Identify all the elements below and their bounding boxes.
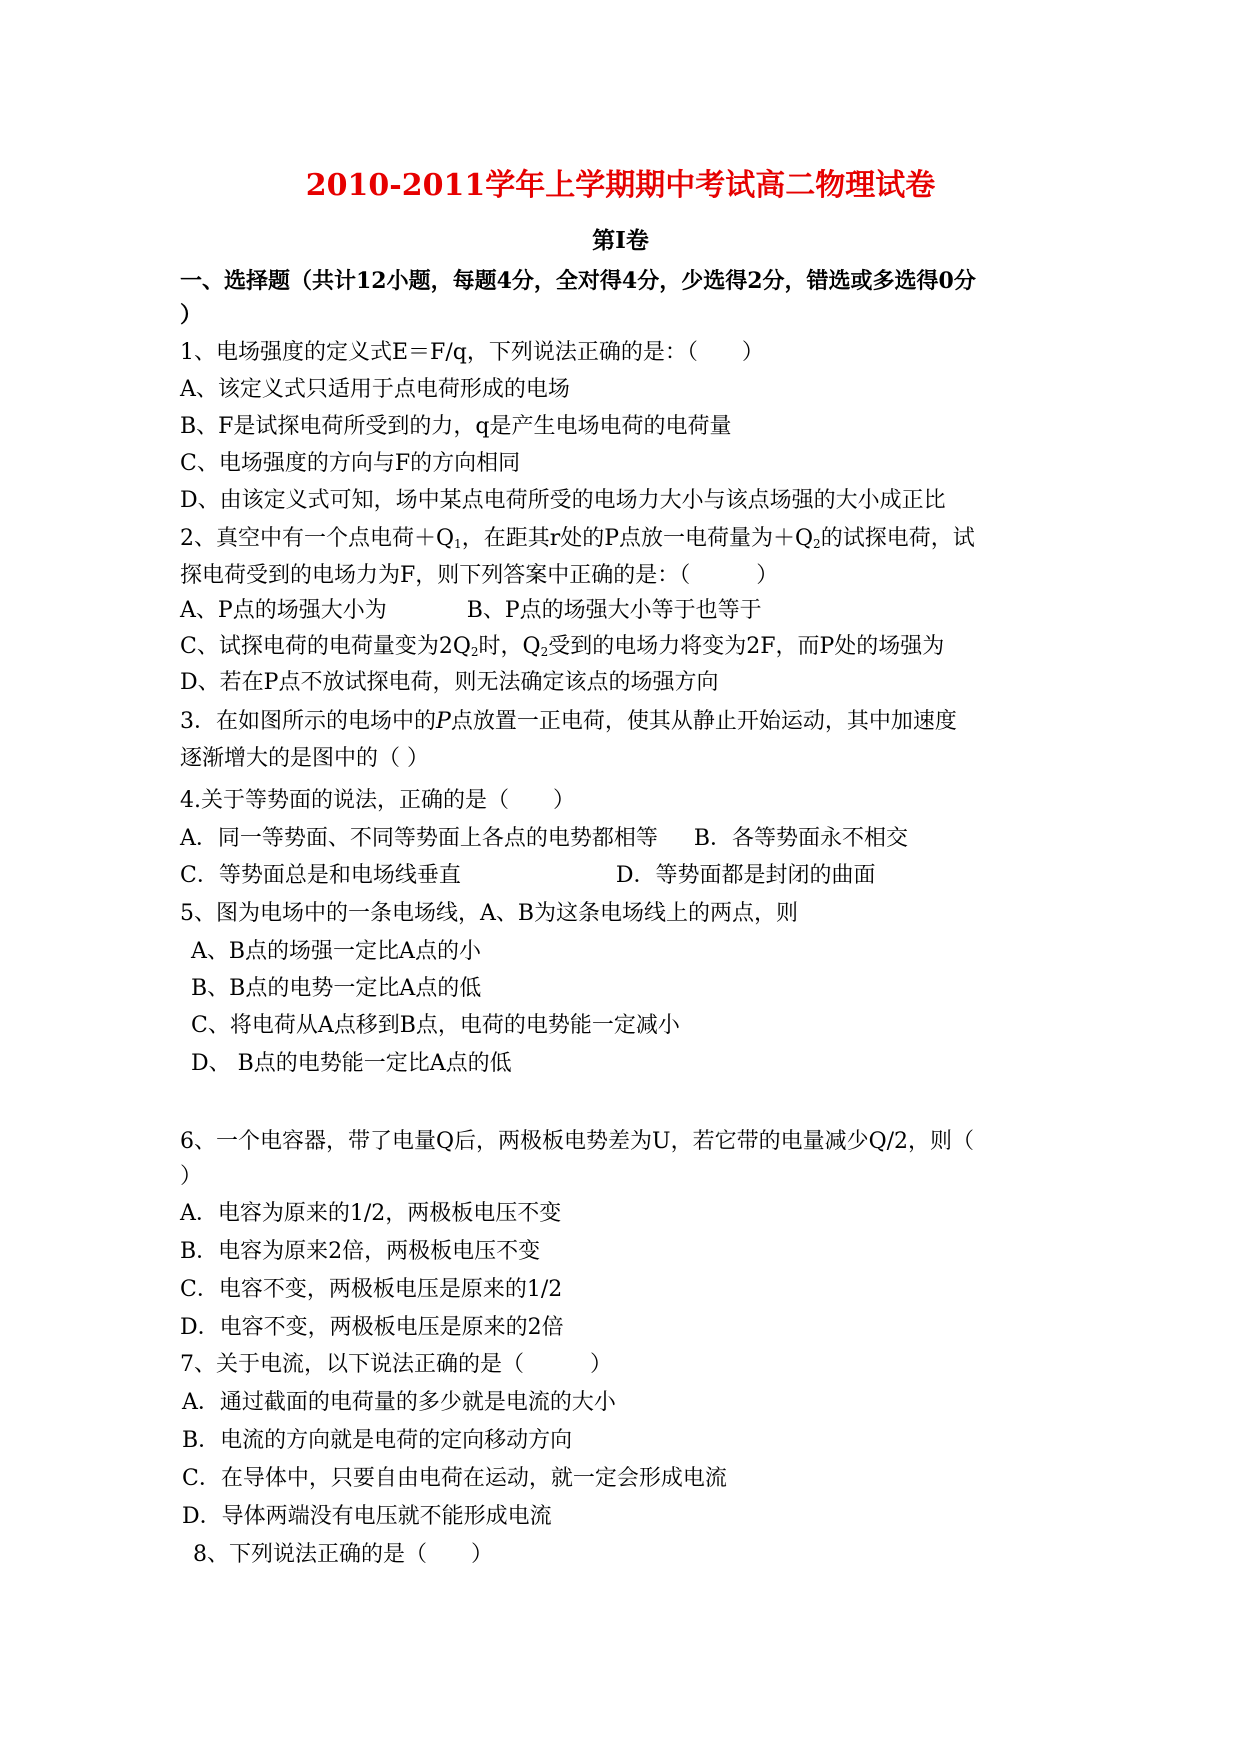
q1-option-b: B、F是试探电荷所受到的力，q是产生电场电荷的电荷量 (180, 414, 732, 439)
q3-stem-part1: 3．在如图所示的电场中的 (180, 709, 436, 734)
q1-option-d: D、由该定义式可知，场中某点电荷所受的电场力大小与该点场强的大小成正比 (180, 488, 946, 513)
q2-option-a: A、P点的场强大小为 (180, 598, 387, 623)
q6-option-c: C．电容不变，两极板电压是原来的1/2 (180, 1277, 563, 1302)
q2-option-d: D、若在P点不放试探电荷，则无法确定该点的场强方向 (180, 670, 719, 695)
q3-stem-line2: 逐渐增大的是图中的（ ） (180, 746, 429, 771)
q2-option-c-subscript-2: 2 (540, 645, 549, 659)
q2-options-ab (180, 596, 762, 626)
q5-option-a: A、B点的场强一定比A点的小 (191, 939, 481, 964)
q4-option-b: B．各等势面永不相交 (693, 826, 909, 851)
q6-stem-end: ） (180, 1164, 203, 1189)
section-heading: 一、选择题（共计12小题，每题4分，全对得4分，少选得2分，错选或多选得0分 (180, 268, 976, 294)
q4-options-cd (180, 861, 875, 891)
q2-stem-part2: ，在距其r处的P点放一电荷量为＋Q (461, 526, 814, 551)
q5-option-c: C、将电荷从A点移到B点，电荷的电势能一定减小 (191, 1013, 680, 1038)
q2-option-c-part1: C、试探电荷的电荷量变为2Q (180, 634, 471, 659)
q3-stem (180, 707, 957, 737)
q5-option-d: D、 B点的电势能一定比A点的低 (191, 1051, 512, 1076)
section-heading-end: ） (180, 302, 203, 328)
volume-heading: 第Ⅰ卷 (592, 227, 649, 254)
q2-subscript-1: 1 (454, 537, 462, 551)
q4-option-d: D．等势面都是封闭的曲面 (615, 863, 876, 888)
q4-stem: 4.关于等势面的说法，正确的是（ ） (180, 788, 575, 813)
q7-option-b: B．电流的方向就是电荷的定向移动方向 (182, 1428, 573, 1453)
q2-stem-part1: 2、真空中有一个点电荷＋Q (180, 526, 455, 551)
q6-option-a: A．电容为原来的1/2，两极板电压不变 (180, 1201, 562, 1226)
q1-option-a: A、该定义式只适用于点电荷形成的电场 (180, 377, 570, 402)
q2-subscript-2: 2 (813, 537, 821, 551)
q2-stem-line2: 探电荷受到的电场力为F，则下列答案中正确的是：（ ） (180, 563, 779, 588)
q2-option-c-part3: 受到的电场力将变为2F，而P处的场强为 (548, 634, 945, 659)
q7-option-a: A．通过截面的电荷量的多少就是电流的大小 (182, 1390, 616, 1415)
q2-option-c (180, 632, 944, 667)
q6-option-d: D．电容不变，两极板电压是原来的2倍 (180, 1315, 564, 1340)
q1-option-c: C、电场强度的方向与F的方向相同 (180, 451, 521, 476)
q2-stem (180, 524, 975, 559)
q4-option-c: C．等势面总是和电场线垂直 (180, 863, 461, 888)
q5-option-b: B、B点的电势一定比A点的低 (191, 976, 482, 1001)
q4-options-ab (180, 824, 908, 854)
q7-option-c: C．在导体中，只要自由电荷在运动，就一定会形成电流 (182, 1466, 727, 1491)
q3-stem-part2: 点放置一正电荷，使其从静止开始运动，其中加速度 (450, 709, 957, 734)
q6-option-b: B．电容为原来2倍，两极板电压不变 (180, 1239, 541, 1264)
q7-option-d: D．导体两端没有电压就不能形成电流 (182, 1504, 552, 1529)
q2-stem-part3: 的试探电荷，试 (820, 526, 975, 551)
q1-stem: 1、电场强度的定义式E＝F/q，下列说法正确的是：（ ） (180, 340, 764, 365)
q4-option-a: A．同一等势面、不同等势面上各点的电势都相等 (180, 826, 658, 851)
q3-point-p: P (436, 709, 451, 734)
q7-stem: 7、关于电流，以下说法正确的是（ ） (180, 1352, 612, 1377)
q8-stem: 8、下列说法正确的是（ ） (193, 1542, 493, 1567)
q6-stem: 6、一个电容器，带了电量Q后，两极板电势差为U，若它带的电量减少Q/2，则（ (180, 1129, 975, 1154)
q2-option-b: B、P点的场强大小等于也等于 (466, 598, 762, 623)
q5-stem: 5、图为电场中的一条电场线，A、B为这条电场线上的两点，则 (180, 901, 799, 926)
q2-option-c-subscript-1: 2 (470, 645, 479, 659)
q2-option-c-part2: 时，Q (478, 634, 541, 659)
exam-title: 2010-2011学年上学期期中考试高二物理试卷 (305, 168, 936, 203)
